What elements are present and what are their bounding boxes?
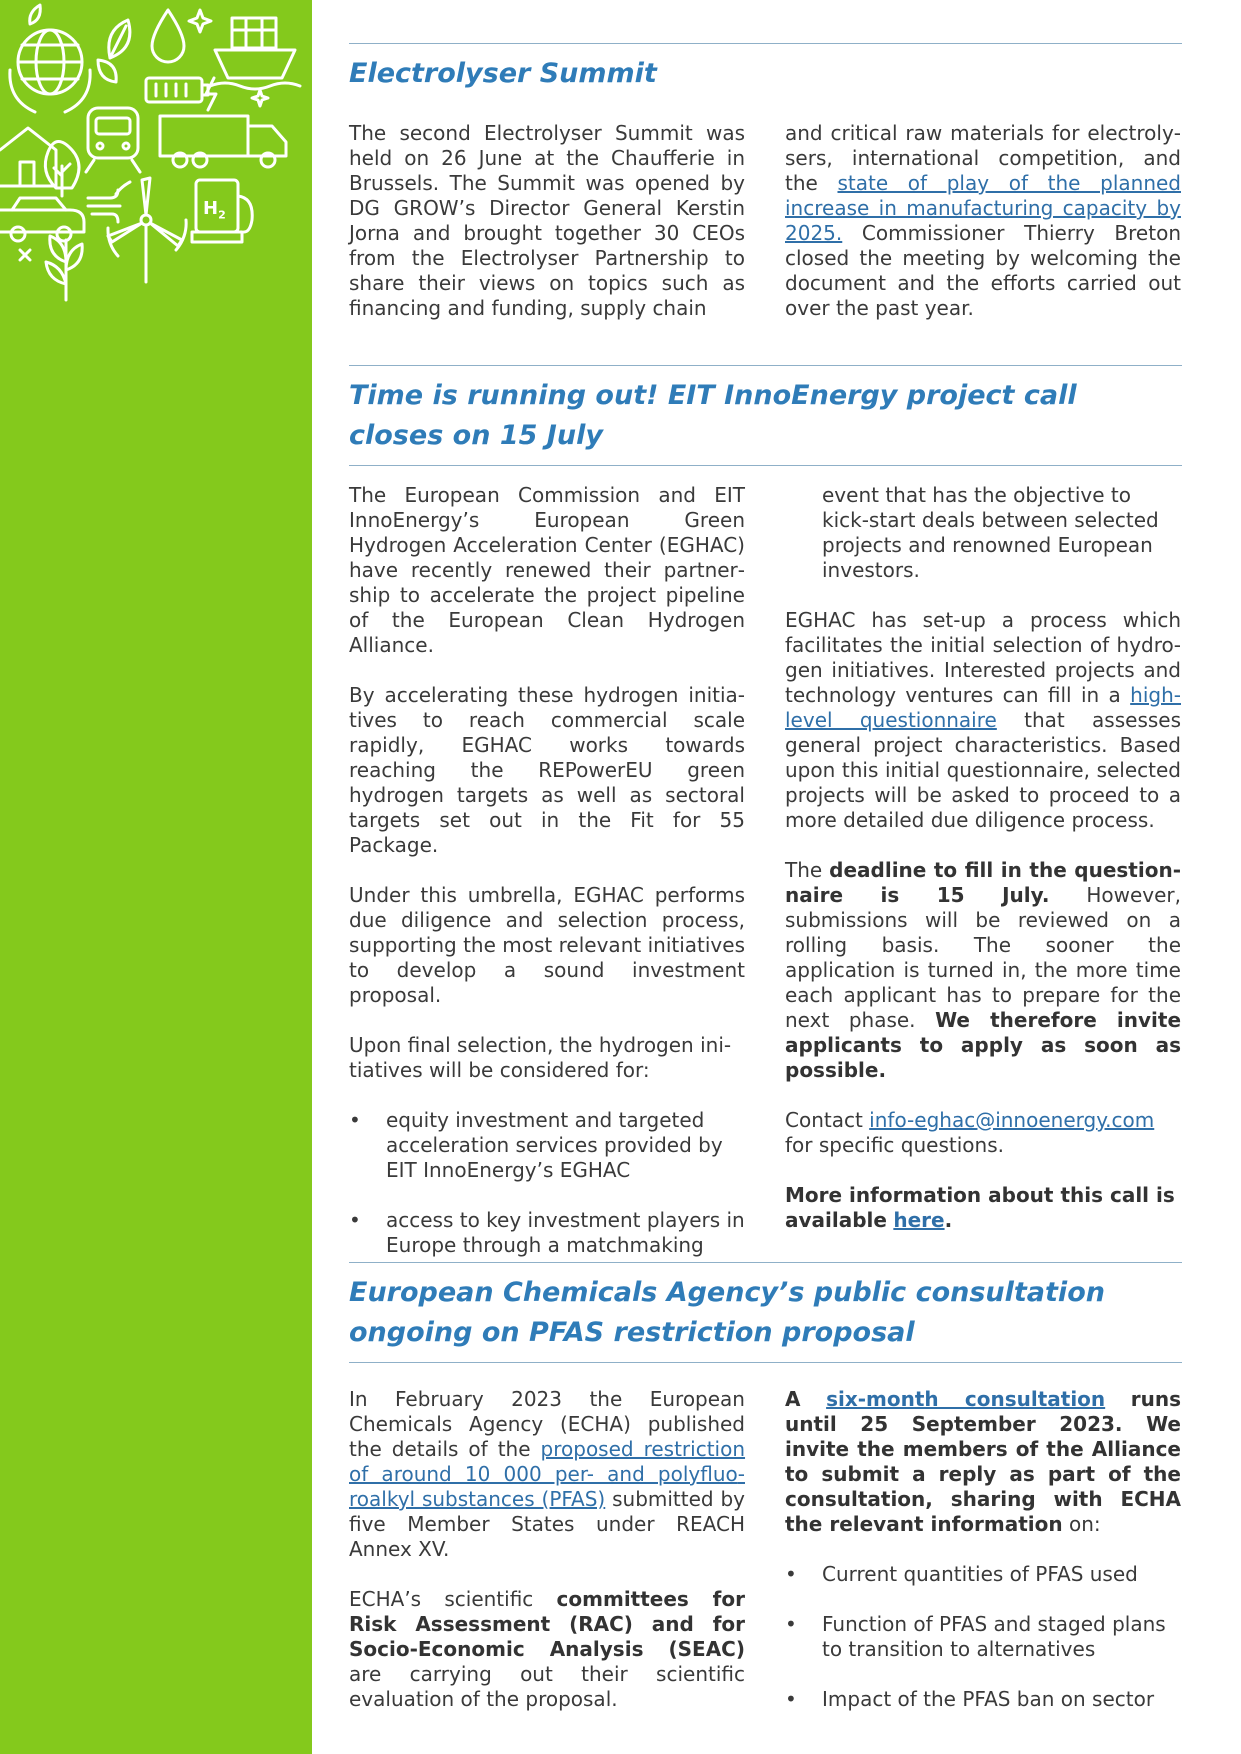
- column-right-s3: [785, 1387, 1181, 1712]
- questionnaire-link[interactable]: high-level questionnaire: [785, 683, 1181, 732]
- section-divider: [349, 465, 1182, 466]
- here-link[interactable]: here: [893, 1208, 945, 1232]
- paragraph: Under this umbrella, EGHAC performs due diligence and selection process, supporting the most relevant initiatives to develop a sound investment proposal.: [349, 883, 745, 1007]
- train-icon: [86, 108, 140, 172]
- column-left-s3: [349, 1387, 745, 1712]
- hands-globe-icon: [10, 30, 90, 112]
- section-divider: [349, 1262, 1182, 1263]
- bullet-list: [349, 1108, 745, 1258]
- list-item: • Current quantities of PFAS used: [785, 1562, 1181, 1587]
- column-left-s1: [349, 121, 745, 321]
- section-title-eit-innoenergy: Time is running out! EIT InnoEnergy project call closes on 15 July: [349, 380, 1077, 451]
- state-of-play-link[interactable]: state of play of the planned increase in manufacturing capacity by 2025.: [785, 171, 1181, 245]
- section-divider: [349, 365, 1182, 366]
- tree-icon: [45, 141, 79, 196]
- list-item: • access to key investment players in Europe through a matchmaking: [349, 1208, 745, 1258]
- truck-icon: [160, 116, 286, 167]
- paragraph: The second Electrolyser Summit was held on 26 June at the Chaufferie in Brussels. The Summit was opened by DG GROW’s Director General Kerstin Jorna and brought together 30 CEOs from the Electrolyser Partnership to share their views on topics such as financing and funding, supply chain: [349, 121, 745, 320]
- paragraph: In February 2023 the European Chemicals Agency (ECHA) published the details of the proposed restriction of around 10 000 per- and polyfluoroalkyl substances (PFAS) submitted by five Member States under REACH Annex XV.: [349, 1387, 746, 1561]
- column-right-s1: [785, 121, 1181, 321]
- pfas-proposal-link[interactable]: proposed restriction of around 10 000 per- and polyfluoroalkyl substances (PFAS): [349, 1437, 746, 1511]
- battery-icon: [146, 78, 208, 102]
- lightning-icon: [206, 78, 216, 110]
- wind-turbine-icon: [108, 178, 186, 282]
- more-info-paragraph: More information about this call is available here.: [785, 1183, 1175, 1232]
- section-divider: [349, 1362, 1182, 1363]
- paragraph: ECHA’s scientific committees for Risk Assessment (RAC) and for Socio-Economic Analysis (SEAC) are carrying out their scientific evaluation of the proposal.: [349, 1587, 745, 1711]
- plant-icon: [46, 236, 82, 300]
- paragraph: The European Commission and EIT InnoEnergy’s European Green Hydrogen Acceleration Center (EGHAC) have recently renewed their partnership to accelerate the project pipeline of the European Clean Hydrogen Alliance.: [349, 483, 745, 657]
- water-drop-icon: [152, 10, 184, 62]
- column-left-s2: [349, 483, 745, 1258]
- car-icon: [0, 198, 84, 241]
- consultation-link[interactable]: six-month consultation: [826, 1387, 1106, 1411]
- decorative-sidebar: [0, 0, 312, 1754]
- section-divider: [349, 43, 1182, 44]
- section-title-electrolyser-summit: Electrolyser Summit: [349, 58, 657, 89]
- hydrogen-label: $H_2$: [203, 198, 226, 222]
- paragraph: EGHAC has set-up a process which facilitates the initial selection of hydrogen initiatives. Interested projects and technology ventures can fill in a high-level questionnaire that assesses general project characteristics. Based upon this initial questionnaire, selected projects will be asked to proceed to a more detailed due diligence process.: [785, 608, 1182, 832]
- contact-paragraph: Contact info-eghac@innoenergy.com for specific questions.: [785, 1108, 1155, 1157]
- paragraph: and critical raw materials for electrolysers, international competition, and the state of play of the planned increase in manufacturing capacity by 2025. Commissioner Thierry Breton closed the meeting by welcoming the document and the efforts carried out over the past year.: [785, 121, 1181, 320]
- paragraph: By accelerating these hydrogen initiatives to reach commercial scale rapidly, EGHAC works towards reaching the REPowerEU green hydrogen targets as well as sectoral targets set out in the Fit for 55 Package.: [349, 683, 745, 857]
- email-link[interactable]: info-eghac@innoenergy.com: [869, 1108, 1155, 1132]
- list-item: • Impact of the PFAS ban on sector: [785, 1687, 1181, 1712]
- section-title-echa-consultation: European Chemicals Agency’s public consultation ongoing on PFAS restriction proposal: [349, 1277, 1105, 1348]
- list-item-continued: event that has the objective to kick-start deals between selected projects and renowned European investors.: [822, 483, 1159, 582]
- list-item: • equity investment and targeted acceleration services provided by EIT InnoEnergy’s EGHAC: [349, 1108, 745, 1183]
- bullet-list: [785, 1562, 1181, 1712]
- ship-icon: [210, 18, 300, 89]
- paragraph: Upon final selection, the hydrogen initiatives will be considered for:: [349, 1033, 732, 1082]
- paragraph: A six-month consultation runs until 25 September 2023. We invite the members of the Alliance to submit a reply as part of the consultation, sharing with ECHA the relevant information on:: [785, 1387, 1182, 1536]
- deadline-paragraph: The deadline to fill in the questionnaire is 15 July. However, submissions will be reviewed on a rolling basis. The sooner the application is turned in, the more time each applicant has to prepare for the next phase. We therefore invite applicants to apply as soon as possible.: [785, 858, 1182, 1082]
- list-item: • Function of PFAS and staged plans to transition to alternatives: [785, 1612, 1181, 1662]
- column-right-s2: [785, 483, 1181, 1233]
